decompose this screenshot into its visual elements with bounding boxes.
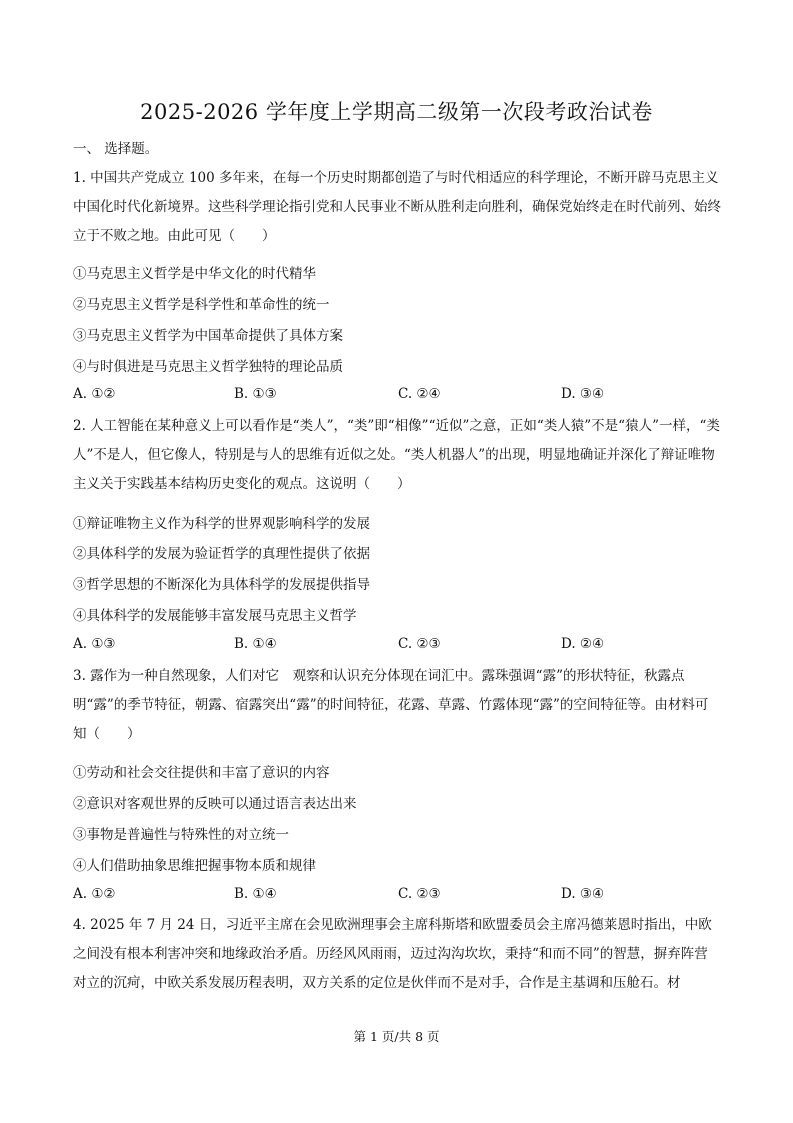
question-2-item-4: ④具体科学的发展能够丰富发展马克思主义哲学 (73, 608, 357, 624)
question-1-item-4: ④与时俱进是马克思主义哲学独特的理论品质 (73, 359, 343, 375)
question-3-item-4: ④人们借助抽象思维把握事物本质和规律 (73, 858, 316, 874)
question-1-item-1: ①马克思主义哲学是中华文化的时代精华 (73, 266, 316, 282)
question-3-option-c: C. ②③ (398, 886, 441, 902)
question-3-item-1: ①劳动和社会交往提供和丰富了意识的内容 (73, 765, 330, 781)
question-1-item-3: ③马克思主义哲学为中国革命提供了具体方案 (73, 328, 343, 344)
question-2-option-b: B. ①④ (234, 636, 277, 652)
question-2-option-d: D. ②④ (561, 636, 605, 652)
question-2-stem: 2. 人工智能在某种意义上可以看作是“类人”，“类”即“相像”“近似”之意，正如“类人猿”不是“猿人”一样，“类人”不是人，但它像人，特别是与人的思维有近似之处。“类人机器人”的出现，明显地确证并深化了辩证唯物主义关于实践基本结构历史变化的观点。这说明（ ） (73, 418, 720, 492)
section-heading: 一、 选择题。 (73, 141, 159, 157)
question-4-stem: 4. 2025 年 7 月 24 日，习近平主席在会见欧洲理事会主席科斯塔和欧盟委员会主席冯德莱恩时指出，中欧之间没有根本利害冲突和地缘政治矛盾。历经风风雨雨，迈过沟沟坎坎，秉持“和而不同”的智慧，摒弃阵营对立的沉疴，中欧关系发展历程表明，双方关系的定位是伙伴而不是对手，合作是主基调和压舱石。材 (73, 917, 712, 991)
question-1-option-a: A. ①② (73, 386, 116, 402)
question-1-option-b: B. ①③ (234, 386, 277, 402)
question-3-item-2: ②意识对客观世界的反映可以通过语言表达出来 (73, 796, 357, 812)
question-3-option-d: D. ③④ (561, 886, 605, 902)
question-3-option-a: A. ①② (73, 886, 116, 902)
question-2-item-1: ①辩证唯物主义作为科学的世界观影响科学的发展 (73, 516, 370, 532)
page-footer: 第 1 页/共 8 页 (353, 1029, 440, 1044)
question-2-option-a: A. ①③ (73, 636, 116, 652)
question-2-item-2: ②具体科学的发展为验证哲学的真理性提供了依据 (73, 546, 370, 562)
question-2-option-c: C. ②③ (398, 636, 441, 652)
question-1-option-d: D. ③④ (561, 386, 605, 402)
question-2-item-3: ③哲学思想的不断深化为具体科学的发展提供指导 (73, 577, 370, 593)
question-1-option-c: C. ②④ (398, 386, 441, 402)
page-title: 2025-2026 学年度上学期高二级第一次段考政治试卷 (140, 100, 653, 124)
question-1-stem: 1. 中国共产党成立 100 多年来，在每一个历史时期都创造了与时代相适应的科学理论，不断开辟马克思主义中国化时代化新境界。这些科学理论指引党和人民事业不断从胜利走向胜利，确保党始终走在时代前列、始终立于不败之地。由此可见（ ） (73, 170, 721, 244)
question-1-item-2: ②马克思主义哲学是科学性和革命性的统一 (73, 297, 330, 313)
question-3-stem: 3. 露作为一种自然现象，人们对它 观察和认识充分体现在词汇中。露珠强调“露”的形状特征，秋露点明“露”的季节特征，朝露、宿露突出“露”的时间特征，花露、草露、竹露体现“露”的空间特征等。由材料可知（ ） (73, 668, 709, 742)
question-3-option-b: B. ①④ (234, 886, 277, 902)
question-3-item-3: ③事物是普遍性与特殊性的对立统一 (73, 827, 289, 843)
